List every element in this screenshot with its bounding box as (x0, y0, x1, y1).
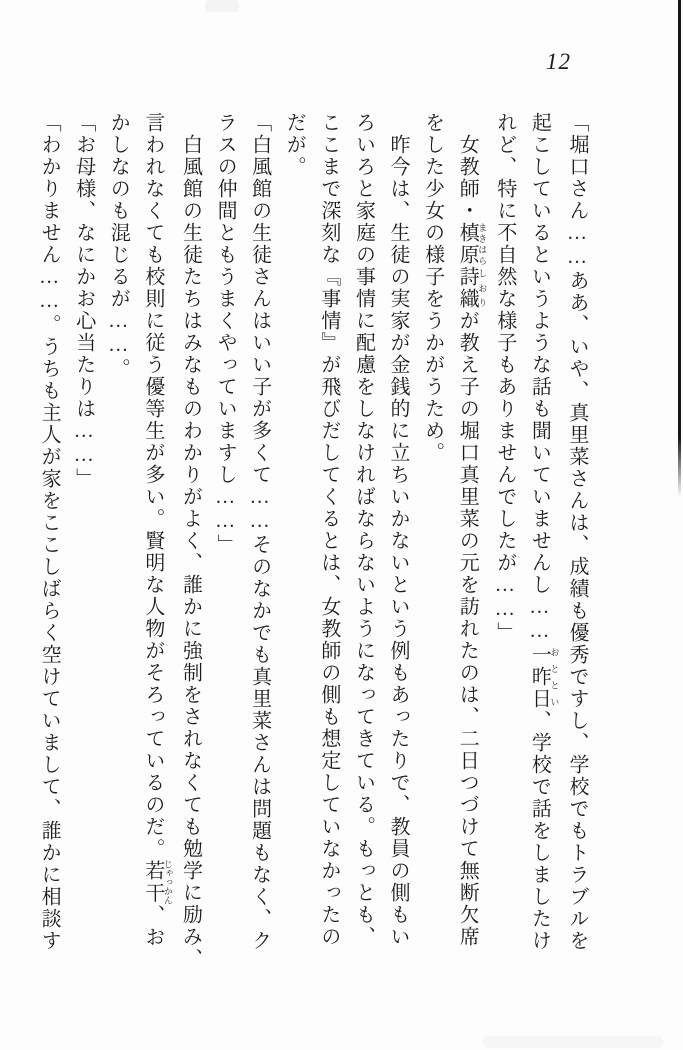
text-line: 女教師・槙原 まきはら詩織 しおりが教え子の堀口真里菜の元を訪れたのは、二日つづけて無断欠席 (456, 134, 488, 948)
text-line: ラスの仲間ともうまくやっていますし……」 (214, 112, 237, 556)
text-line: かしなのも混じるが……。 (107, 112, 130, 380)
text-line: 「白風館の生徒さんはいい子が多くて……そのなかでも真里菜さんは問題もなく、ク (248, 112, 271, 952)
text-line: をした少女の様子をうかがうため。 (421, 112, 444, 464)
furigana-ruby: 一昨日 おととい (528, 644, 560, 710)
furigana-ruby: 若干 じゃっかん (141, 859, 173, 905)
text-line: れど、特に不自然な様子もありませんでしたが……」 (493, 112, 516, 644)
furigana-ruby: 槙原 まきはら (456, 222, 488, 266)
scan-edge-artifact (678, 0, 681, 497)
text-line: ここまで深刻な『事情』が飛びだしてくるとは、女教師の側も想定していなかったの (317, 112, 340, 948)
scan-smudge-top (205, 0, 239, 12)
text-line: 言われなくても校則に従う優等生が多い。賢明な人物がそろっているのだ。若干 じゃっかん、お (141, 112, 173, 949)
text-line: 「わかりません……。うちも主人が家をここしばらく空けていまして、誰かに相談す (38, 112, 61, 952)
text-line: 起こしているというような話も聞いていませんし……一昨日 おととい、学校で話をしましたけ (528, 112, 560, 952)
text-line: 白風館の生徒たちはみなものわかりがよく、誰かに強制をされなくても勉学に励み、 (179, 134, 202, 970)
text-line: 「堀口さん……ああ、いや、真里菜さんは、成績も優秀ですし、学校でもトラブルを (566, 112, 588, 952)
text-line: 「お母様、なにかお心当たりは……」 (72, 112, 95, 490)
furigana-ruby: 詩織 しおり (456, 266, 488, 310)
text-line: だが。 (283, 112, 306, 178)
text-line: 昨今は、生徒の実家が金銭的に立ちいかないという例もあったりで、教員の側もい (387, 134, 410, 948)
scan-smudge-bottom (483, 1036, 663, 1048)
page-number: 12 (546, 49, 571, 74)
text-line: ろいろと家庭の事情に配慮をしなければならないようになってきている。もっとも、 (352, 112, 375, 948)
vertical-text-block (32, 112, 595, 970)
